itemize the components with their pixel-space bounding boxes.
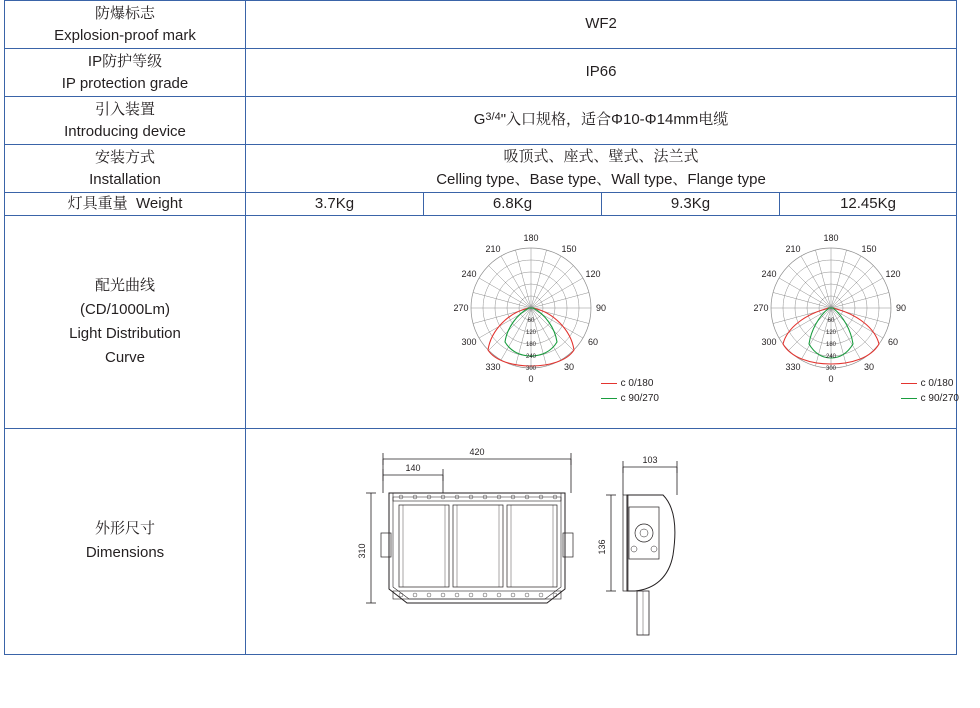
label-cn: IP防护等级 <box>87 52 163 70</box>
svg-text:210: 210 <box>785 243 801 254</box>
svg-text:210: 210 <box>485 243 501 254</box>
legend-label-c90-270: c 90/270 <box>920 392 959 404</box>
value-en: Celling type、Base type、Wall type、Flange type <box>436 170 766 188</box>
legend-swatch-red <box>901 383 917 384</box>
legend-item-c90-270 <box>901 391 959 406</box>
svg-text:60: 60 <box>827 317 835 324</box>
weight-value-2: 6.8Kg <box>424 193 602 216</box>
row-label-introducing-device <box>5 97 246 145</box>
legend-item-c90-270 <box>601 391 659 406</box>
svg-text:60: 60 <box>527 317 535 324</box>
row-value-ip-grade: IP66 <box>246 49 957 97</box>
polar-chart-left <box>401 230 661 420</box>
label-en-line2: Curve <box>104 348 145 366</box>
label-en-line1: Light Distribution <box>69 324 181 342</box>
svg-text:180: 180 <box>523 232 539 243</box>
specification-table <box>4 0 957 655</box>
svg-text:150: 150 <box>561 243 577 254</box>
legend-item-c0-180 <box>601 376 659 391</box>
svg-text:240: 240 <box>825 353 837 360</box>
legend-label-c0-180: c 0/180 <box>620 377 654 389</box>
label-en: Introducing device <box>64 122 186 140</box>
dim-label-overall-width: 420 <box>469 446 485 457</box>
chart-legend-right <box>901 376 959 406</box>
row-value-installation <box>246 145 957 193</box>
row-value-introducing-device <box>246 97 957 145</box>
legend-item-c0-180 <box>901 376 959 391</box>
weight-value-4: 12.45Kg <box>780 193 957 216</box>
table-row-explosion-proof-mark <box>5 1 957 49</box>
svg-text:180: 180 <box>823 232 839 243</box>
row-label-dimensions <box>5 428 246 654</box>
legend-swatch-green <box>901 398 917 399</box>
svg-text:90: 90 <box>895 302 907 313</box>
table-row-ip-grade <box>5 49 957 97</box>
label-en: Installation <box>89 170 161 188</box>
legend-label-c0-180: c 0/180 <box>920 377 954 389</box>
svg-text:240: 240 <box>761 268 777 279</box>
table-row-weight <box>5 193 957 216</box>
svg-text:270: 270 <box>453 302 469 313</box>
svg-text:120: 120 <box>585 268 601 279</box>
row-label-installation <box>5 145 246 193</box>
svg-text:120: 120 <box>525 329 537 336</box>
table-row-dimensions <box>5 428 957 654</box>
label-en: IP protection grade <box>61 74 189 92</box>
label-cn: 外形尺寸 <box>94 520 155 538</box>
table-row-light-distribution <box>5 215 957 428</box>
svg-text:300: 300 <box>825 365 837 372</box>
svg-text:120: 120 <box>885 268 901 279</box>
chart-legend-left <box>601 376 659 406</box>
dim-label-inner-width: 140 <box>405 462 421 473</box>
label-cn: 灯具重量 <box>67 195 128 212</box>
svg-text:330: 330 <box>785 361 801 372</box>
polar-chart-right <box>701 230 961 420</box>
label-cn: 配光曲线 <box>94 276 155 294</box>
svg-text:150: 150 <box>861 243 877 254</box>
svg-text:180: 180 <box>825 341 837 348</box>
svg-text:120: 120 <box>825 329 837 336</box>
label-cn: 引入装置 <box>94 100 155 118</box>
table-row-installation <box>5 145 957 193</box>
row-label-light-distribution <box>5 215 246 428</box>
svg-text:270: 270 <box>753 302 769 313</box>
dim-label-side-width: 103 <box>642 454 658 465</box>
label-en: Weight <box>135 195 183 212</box>
drawing-holder <box>357 437 831 647</box>
legend-label-c90-270: c 90/270 <box>620 392 659 404</box>
svg-text:240: 240 <box>461 268 477 279</box>
table-row-introducing-device <box>5 97 957 145</box>
value-cn: 吸顶式、座式、壁式、法兰式 <box>503 148 699 165</box>
weight-value-1: 3.7Kg <box>246 193 424 216</box>
label-en: Explosion-proof mark <box>54 26 196 44</box>
svg-text:30: 30 <box>863 361 875 372</box>
row-label-weight <box>5 193 246 216</box>
svg-text:0: 0 <box>528 373 534 384</box>
label-sub: (CD/1000Lm) <box>79 300 171 318</box>
label-cn: 防爆标志 <box>94 4 155 22</box>
svg-text:240: 240 <box>525 353 537 360</box>
legend-swatch-green <box>601 398 617 399</box>
svg-text:30: 30 <box>563 361 575 372</box>
svg-text:330: 330 <box>485 361 501 372</box>
weight-value-3: 9.3Kg <box>602 193 780 216</box>
svg-text:300: 300 <box>525 365 537 372</box>
dim-label-front-height: 310 <box>357 543 368 559</box>
svg-text:180: 180 <box>525 341 537 348</box>
svg-text:60: 60 <box>587 336 599 347</box>
value-fraction: 3/4 <box>485 111 501 124</box>
dim-label-side-height: 136 <box>597 539 608 555</box>
label-en: Dimensions <box>85 544 165 562</box>
svg-text:60: 60 <box>887 336 899 347</box>
dimensions-drawing <box>246 428 957 654</box>
svg-text:90: 90 <box>595 302 607 313</box>
svg-text:0: 0 <box>828 373 834 384</box>
row-label-explosion-proof-mark <box>5 1 246 49</box>
value-suffix: "入口规格，适合Φ10-Φ14mm电缆 <box>500 111 729 129</box>
label-cn: 安装方式 <box>94 148 155 166</box>
svg-text:300: 300 <box>461 336 477 347</box>
row-value-explosion-proof-mark: WF2 <box>246 1 957 49</box>
value-prefix: G <box>473 111 486 129</box>
svg-text:300: 300 <box>761 336 777 347</box>
light-distribution-charts <box>246 215 957 428</box>
row-label-ip-grade <box>5 49 246 97</box>
legend-swatch-red <box>601 383 617 384</box>
